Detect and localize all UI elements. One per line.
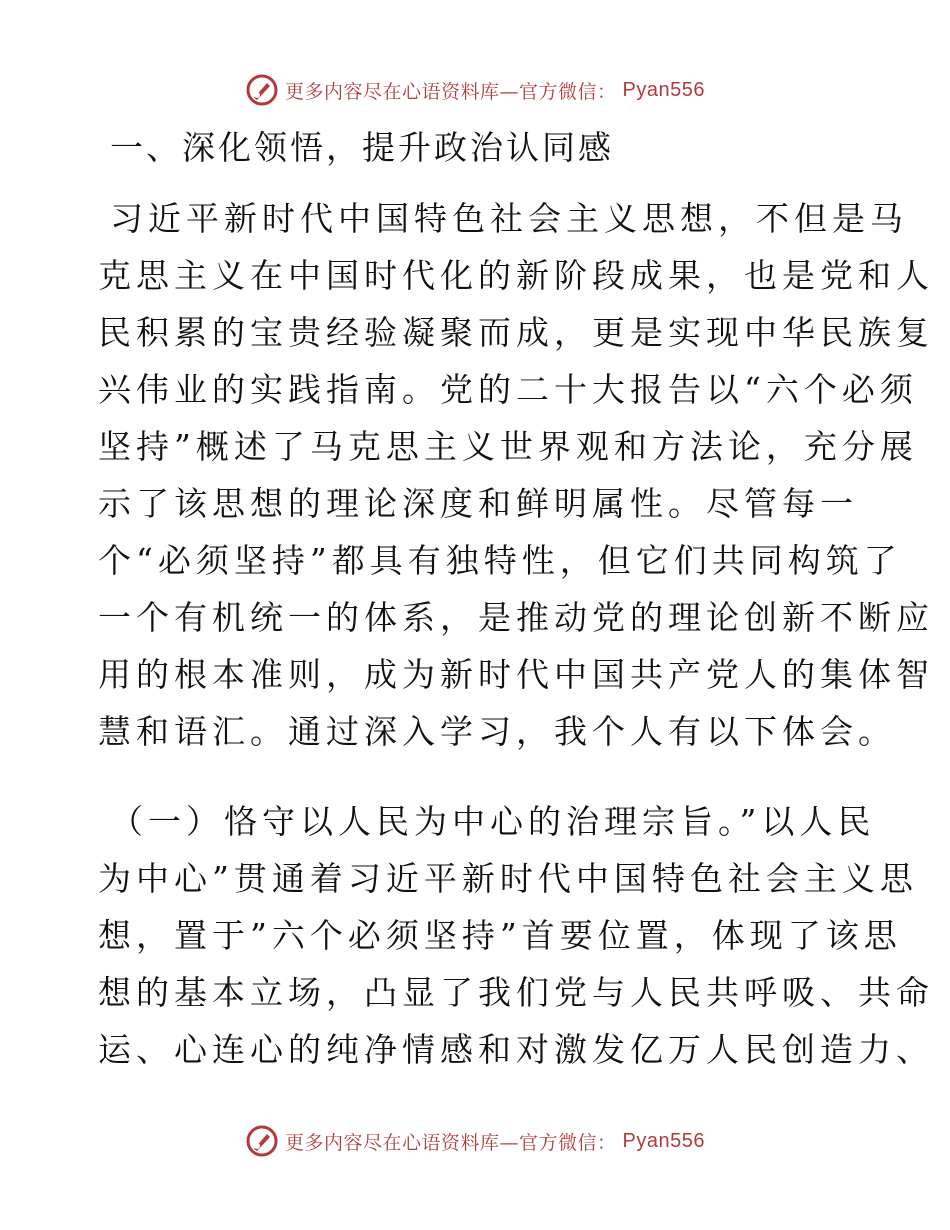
watermark-wechat-id: Pyan556 [622, 78, 705, 101]
paragraph-line: 为中心”贯通着习近平新时代中国特色社会主义思 [98, 859, 918, 898]
paragraph-line: 民积累的宝贵经验凝聚而成，更是实现中华民族复 [98, 313, 934, 352]
paragraph-line: 个“必须坚持”都具有独特性，但它们共同构筑了 [98, 541, 902, 580]
pen-logo-icon [245, 1124, 279, 1158]
watermark-header [0, 70, 950, 110]
paragraph-line: 慧和语汇。通过深入学习，我个人有以下体会。 [98, 712, 896, 751]
watermark-wechat-id: Pyan556 [622, 1129, 705, 1152]
paragraph-line: 运、心连心的纯净情感和对激发亿万人民创造力、 [98, 1030, 934, 1069]
section-heading: 一、深化领悟，提升政治认同感 [110, 128, 614, 167]
paragraph-line: （一）恪守以人民为中心的治理宗旨。”以人民 [110, 802, 876, 841]
paragraph-line: 一个有机统一的体系，是推动党的理论创新不断应 [98, 598, 934, 637]
paragraph-line: 克思主义在中国时代化的新阶段成果，也是党和人 [98, 256, 934, 295]
paragraph-line: 示了该思想的理论深度和鲜明属性。尽管每一 [98, 484, 858, 523]
pen-logo-icon [245, 73, 279, 107]
watermark-text: 更多内容尽在心语资料库—官方微信： [285, 1131, 617, 1154]
watermark-text: 更多内容尽在心语资料库—官方微信： [285, 80, 617, 103]
paragraph-line: 兴伟业的实践指南。党的二十大报告以“六个必须 [98, 370, 918, 409]
watermark-footer [0, 1121, 950, 1161]
paragraph-line: 习近平新时代中国特色社会主义思想，不但是马 [110, 199, 908, 238]
paragraph-1 [98, 190, 934, 760]
paragraph-line: 想的基本立场，凸显了我们党与人民共呼吸、共命 [98, 973, 934, 1012]
paragraph-line: 坚持”概述了马克思主义世界观和方法论，充分展 [98, 427, 918, 466]
paragraph-line: 想，置于”六个必须坚持”首要位置，体现了该思 [98, 916, 902, 955]
paragraph-2 [98, 793, 934, 1078]
paragraph-line: 用的根本准则，成为新时代中国共产党人的集体智 [98, 655, 934, 694]
